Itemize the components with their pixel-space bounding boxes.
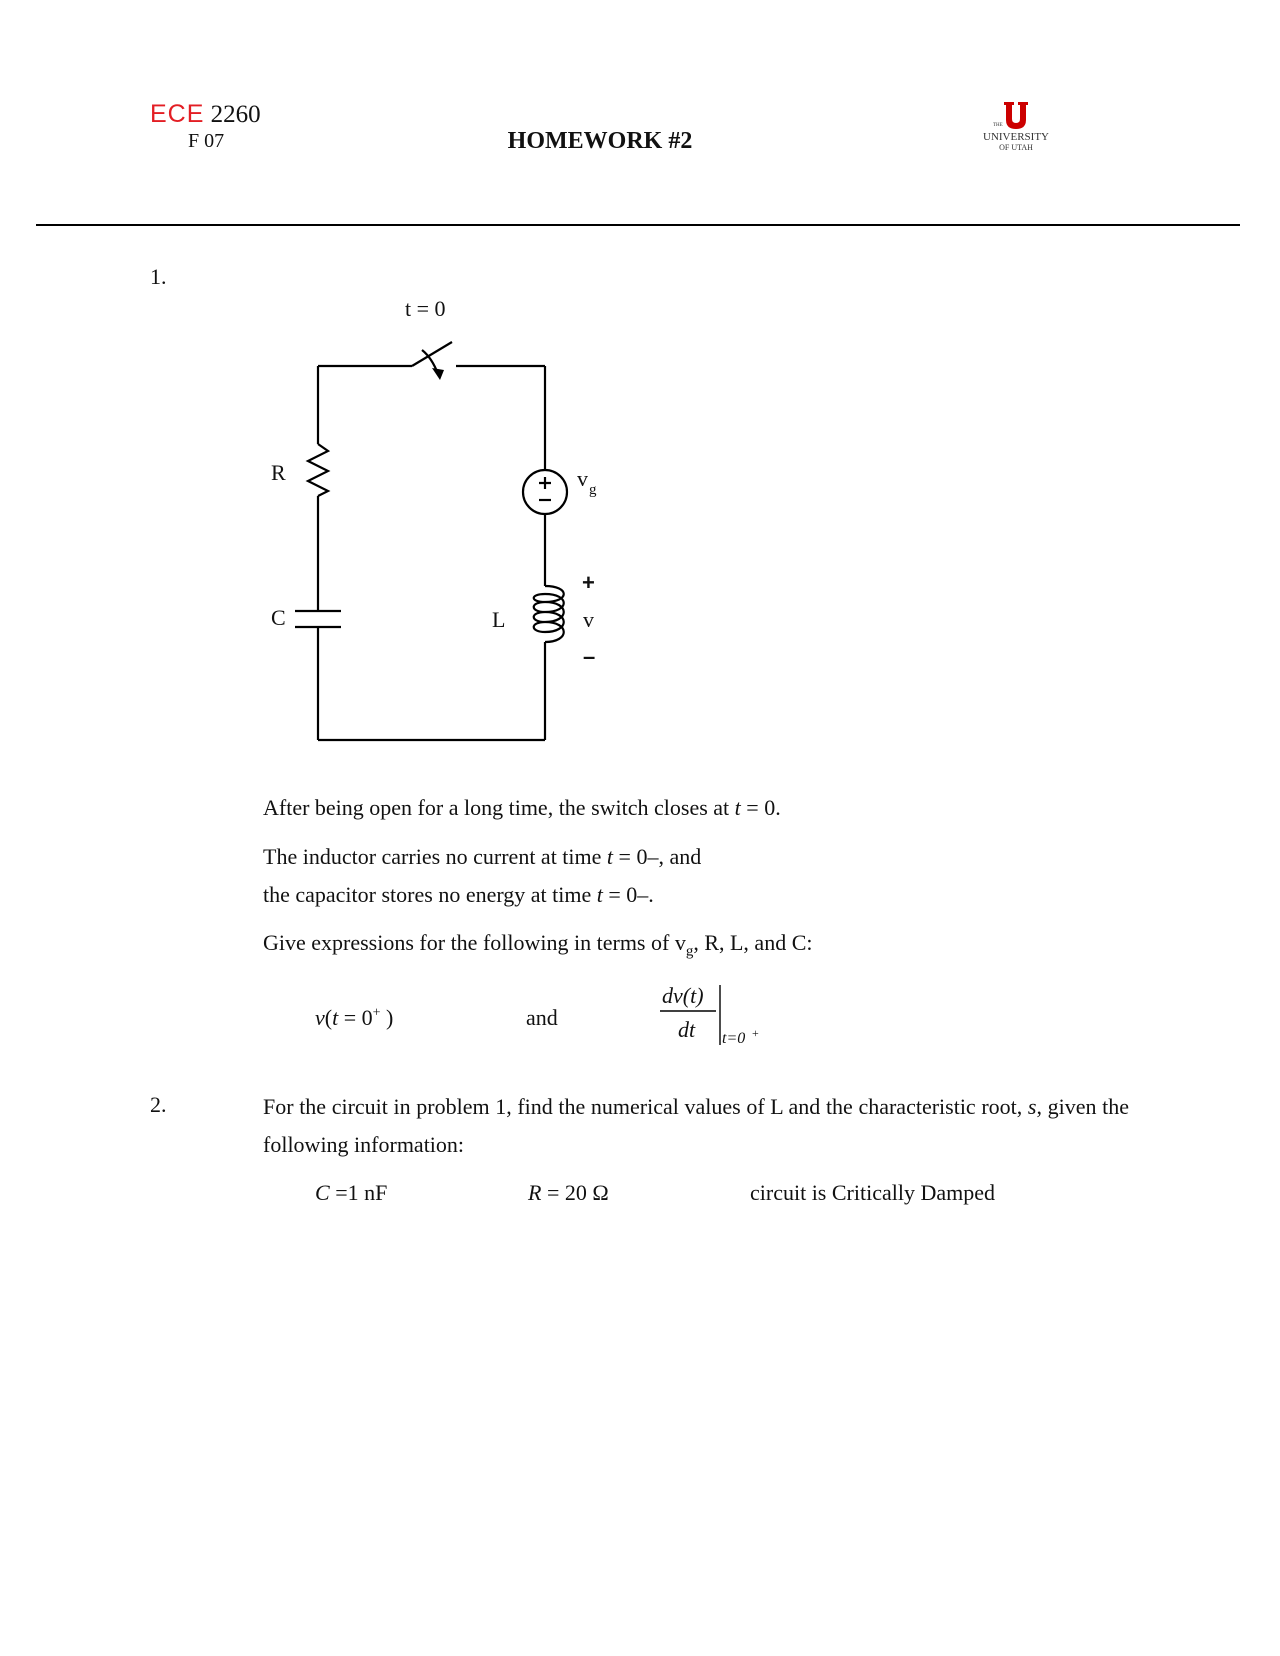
page-title: HOMEWORK #2 bbox=[507, 128, 693, 154]
source-label: v bbox=[577, 466, 588, 491]
resistor bbox=[308, 444, 328, 496]
given-capacitance: C =1 nF bbox=[315, 1180, 388, 1205]
problem-1-number: 1. bbox=[150, 264, 167, 289]
circuit-diagram bbox=[240, 296, 640, 771]
logo-of-utah: OF UTAH bbox=[999, 143, 1033, 152]
problem-1-line-4: Give expressions for the following in terms of $v_g$, R, L, and C: bbox=[263, 930, 813, 960]
problem-2-text: For the circuit in problem 1, find the numerical values of L and the characteristic root, s, given the following information: bbox=[263, 1094, 1129, 1157]
resistor-label: R bbox=[271, 460, 286, 485]
voltage-minus: – bbox=[583, 644, 596, 669]
university-logo bbox=[980, 100, 1052, 160]
term: F 07 bbox=[188, 130, 225, 152]
source-plus bbox=[539, 477, 551, 489]
problem-1-line-2: The inductor carries no current at time t = 0–, and bbox=[263, 844, 702, 869]
header-divider bbox=[36, 224, 1240, 226]
logo-the: THE bbox=[993, 123, 1003, 128]
derivative-numerator: dv(t) bbox=[662, 985, 704, 1008]
expression-v-at-zero-plus: v(t = 0+ ) bbox=[315, 1005, 394, 1030]
expression-derivative bbox=[660, 985, 759, 1047]
problem-1-line-1: After being open for a long time, the switch closes at t = 0. bbox=[263, 795, 781, 820]
and-word: and bbox=[526, 1005, 558, 1030]
evaluation-point-sup: + bbox=[752, 1026, 759, 1040]
evaluation-point: t=0 bbox=[722, 1030, 746, 1047]
voltage-source bbox=[523, 470, 567, 514]
dept-code: ECE bbox=[150, 100, 205, 128]
course-number: 2260 bbox=[210, 101, 261, 128]
problem-2-number: 2. bbox=[150, 1092, 167, 1117]
switch-label: t = 0 bbox=[405, 296, 446, 321]
given-resistance: R = 20 Ω bbox=[528, 1180, 609, 1205]
logo-university: UNIVERSITY bbox=[983, 131, 1049, 143]
course-code bbox=[150, 100, 261, 129]
source-label-sub: g bbox=[589, 482, 597, 498]
u-logo-icon bbox=[1004, 102, 1028, 129]
voltage-label: v bbox=[583, 607, 594, 632]
given-damping-condition: circuit is Critically Damped bbox=[750, 1180, 995, 1205]
problem-1-line-3: the capacitor stores no energy at time t = 0–. bbox=[263, 882, 654, 907]
capacitor-label: C bbox=[271, 605, 286, 630]
inductor-label: L bbox=[492, 607, 506, 632]
voltage-plus: + bbox=[582, 570, 595, 595]
switch-arrow-head bbox=[432, 368, 444, 380]
inductor-coil bbox=[534, 586, 564, 642]
derivative-denominator: dt bbox=[678, 1017, 696, 1042]
